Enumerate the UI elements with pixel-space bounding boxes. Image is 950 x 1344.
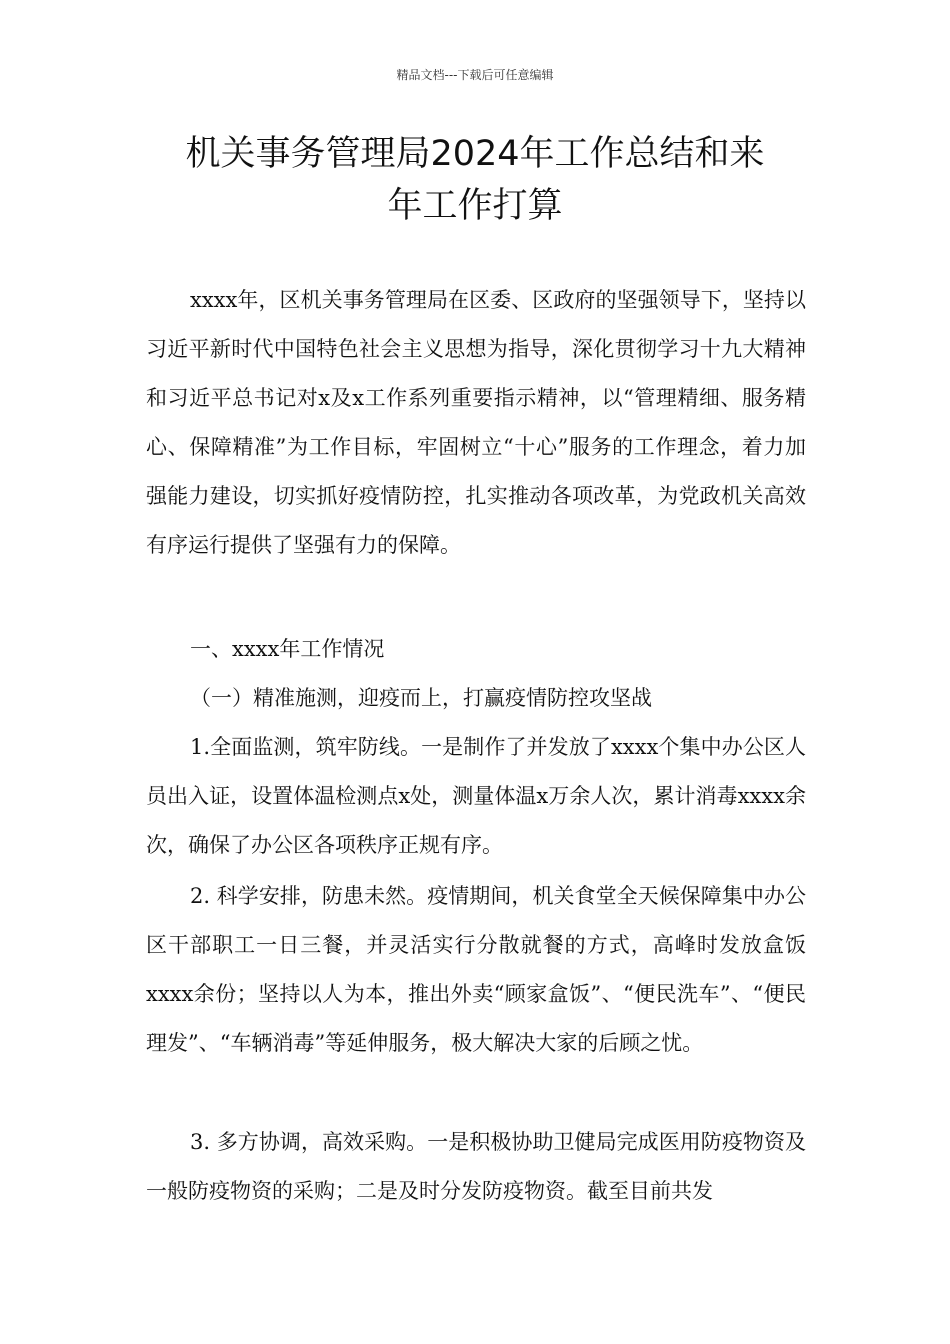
intro-section (146, 276, 806, 570)
item-2-paragraph: 2. 科学安排，防患未然。疫情期间，机关食堂全天候保障集中办公区干部职工一日三餐，并灵活实行分散就餐的方式，高峰时发放盒饭xxxx余份；坚持以人为本，推出外卖“顾家盒饭”、“便民洗车”、“便民理发”、“车辆消毒”等延伸服务，极大解决大家的后顾之忧。 (146, 884, 806, 1055)
item-1-block (146, 723, 806, 870)
item-3-block (146, 1118, 806, 1216)
document-title (130, 128, 820, 232)
title-line-1: 机关事务管理局2024年工作总结和来 (185, 134, 765, 174)
subsection-heading: （一）精准施测，迎疫而上，打赢疫情防控攻坚战 (190, 686, 652, 710)
item-2-block (146, 872, 806, 1068)
item-1-paragraph: 1.全面监测，筑牢防线。一是制作了并发放了xxxx个集中办公区人员出入证，设置体温检测点x处，测量体温x万余人次，累计消毒xxxx余次，确保了办公区各项秩序正规有序。 (146, 735, 806, 857)
item-3-paragraph: 3. 多方协调，高效采购。一是积极协助卫健局完成医用防疫物资及一般防疫物资的采购；二是及时分发防疫物资。截至目前共发 (146, 1130, 806, 1203)
subsection-heading-block (146, 674, 806, 723)
title-line-2: 年工作打算 (387, 186, 563, 226)
intro-paragraph: xxxx年，区机关事务管理局在区委、区政府的坚强领导下，坚持以习近平新时代中国特色社会主义思想为指导，深化贯彻学习十九大精神和习近平总书记对x及x工作系列重要指示精神，以“管理精细、服务精心、保障精准”为工作目标，牢固树立“十心”服务的工作理念，着力加强能力建设，切实抓好疫情防控，扎实推动各项改革，为党政机关高效有序运行提供了坚强有力的保障。 (146, 288, 806, 557)
section-heading-block (146, 625, 806, 674)
header-note: 精品文档---下载后可任意编辑 (396, 68, 554, 82)
section-heading: 一、xxxx年工作情况 (190, 637, 385, 661)
